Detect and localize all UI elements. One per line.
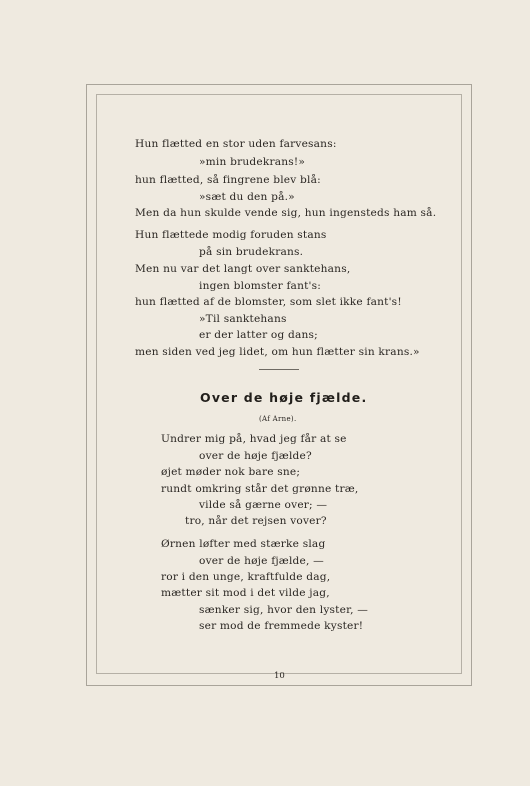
- poem-line: over de høje fjælde?: [199, 450, 312, 462]
- poem-line: Undrer mig på, hvad jeg får at se: [161, 433, 347, 445]
- poem-line: »sæt du den på.»: [199, 191, 295, 203]
- poem-line: ser mod de fremmede kyster!: [199, 620, 364, 632]
- poem-line: »min brudekrans!»: [199, 156, 306, 168]
- poem-attribution: (Af Arne).: [259, 415, 297, 423]
- poem-line: Hun flætted en stor uden farvesans:: [135, 138, 337, 150]
- poem-line: ror i den unge, kraftfulde dag,: [161, 571, 331, 583]
- poem-title: Over de høje fjælde.: [200, 390, 368, 405]
- poem-line: hun flætted, så fingrene blev blå:: [135, 174, 321, 186]
- poem-line: over de høje fjælde, —: [199, 555, 324, 567]
- poem-line: øjet møder nok bare sne;: [161, 466, 301, 478]
- poem-line: ingen blomster fant's:: [199, 280, 322, 292]
- poem-line: Hun flættede modig foruden stans: [135, 229, 327, 241]
- poem-line: på sin brudekrans.: [199, 246, 304, 258]
- poem-line: Men da hun skulde vende sig, hun ingensteds ham så.: [135, 207, 437, 219]
- poem-line: Men nu var det langt over sanktehans,: [135, 263, 351, 275]
- poem-line: »Til sanktehans: [199, 313, 287, 325]
- poem-line: hun flætted af de blomster, som slet ikke fant's!: [135, 296, 402, 308]
- poem-line: tro, når det rejsen vover?: [185, 515, 327, 527]
- poem-line: rundt omkring står det grønne træ,: [161, 483, 359, 495]
- poem-line: men siden ved jeg lidet, om hun flætter sin krans.»: [135, 346, 420, 358]
- page-number: 10: [274, 671, 285, 681]
- poem-line: sænker sig, hvor den lyster, —: [199, 604, 369, 616]
- poem-line: er der latter og dans;: [199, 329, 318, 341]
- poem-line: mætter sit mod i det vilde jag,: [161, 587, 330, 599]
- section-divider: [259, 369, 299, 370]
- poem-line: Ørnen løfter med stærke slag: [161, 538, 326, 550]
- poem-line: vilde så gærne over; —: [199, 499, 328, 511]
